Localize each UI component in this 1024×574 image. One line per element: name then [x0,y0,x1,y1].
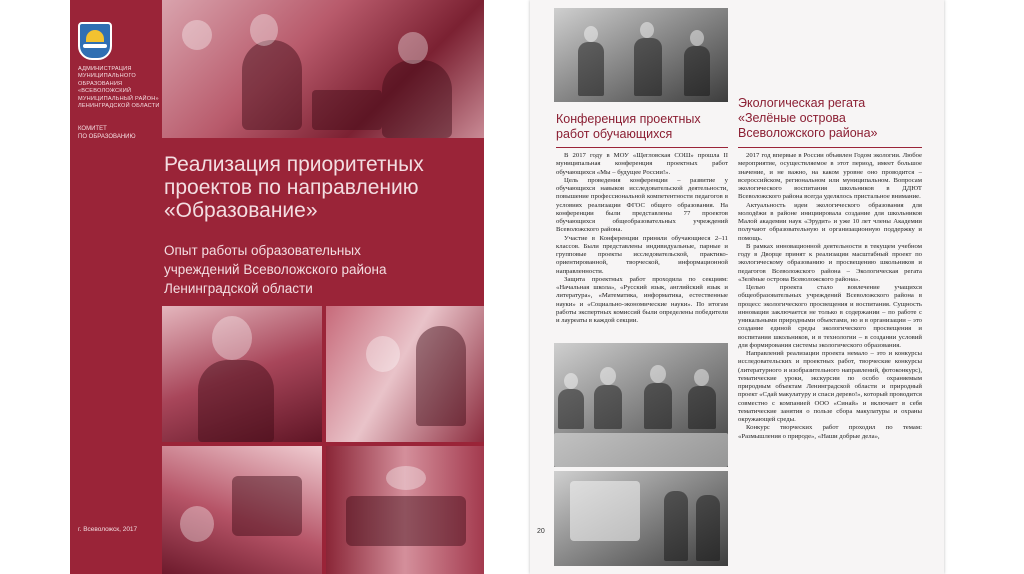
heading-eco-regatta [738,96,938,141]
cover-subtitle-line: Ленинградской области [164,281,313,296]
paragraph: 2017 год впервые в России объявлен Годом экологии. Любое мероприятие, осуществляемое в этот период, имеет большое значение, и не важно, на каком уровне оно проводится – всероссийском, региональном или муниципальном. Вопросам экологического воспитания школьников в ДДЮТ Всеволожского района всегда уделялось пристальное внимание. [738,152,922,201]
cover-title [164,153,474,222]
committee-label [78,126,164,141]
cover-subtitle [164,241,464,298]
cover-photo-keyboard [326,446,484,574]
admin-line: ЛЕНИНГРАДСКОЙ ОБЛАСТИ [78,103,160,110]
paragraph: В 2017 году в МОУ «Щегловская СОШ» прошла II муниципальная конференция проектных работ обучающихся «Мы – будущее России!». [556,152,728,176]
brochure-cover [70,0,484,574]
paragraph: Защита проектных работ проходила по секциям: «Начальная школа», «Русский язык, английский язык и литература», «Математика, информатика, естественные науки» и «Социально-экономические науки». По итогам работы экспертных комиссий были определены победители и лауреаты в каждой секции. [556,275,728,324]
heading-conference-line: работ обучающихся [556,127,673,141]
paragraph: Конкурс творческих работ проходил по темам: «Размышления о природе», «Наши добрые дела», [738,424,922,440]
cover-subtitle-line: Опыт работы образовательных [164,243,361,258]
admin-line: МУНИЦИПАЛЬНОГО [78,73,136,80]
heading-eco-regatta-line: Всеволожского района» [738,126,878,140]
cover-city-year: г. Всеволожск, 2017 [78,526,138,533]
column-conference-text [556,152,728,325]
cover-photo-robotics [162,446,322,574]
heading-conference-line: Конференция проектных [556,112,701,126]
district-emblem [78,22,112,60]
article-photo-lab [554,8,728,102]
admin-line: ОБРАЗОВАНИЯ [78,80,123,87]
admin-line: МУНИЦИПАЛЬНЫЙ РАЙОН» [78,95,159,102]
column-eco-regatta-text [738,152,922,441]
heading-conference [556,112,736,142]
administration-label [78,66,164,110]
heading-eco-regatta-line: «Зелёные острова [738,111,846,125]
article-photo-students [554,343,728,467]
heading-eco-regatta-line: Экологическая регата [738,96,866,110]
admin-line: АДМИНИСТРАЦИЯ [78,66,132,72]
paragraph: Цель проведения конференции – развитие у обучающихся навыков исследовательской деятельности, повышение профессиональной компетентности педагогов в условиях реализации ФГОС общего образования. На конференции были представлены 77 проектов обучающихся общеобразовательных учреждений Всеволожского района. [556,176,728,234]
cover-subtitle-line: учреждений Всеволожского района [164,262,387,277]
paragraph: Участие в Конференции приняли обучающиеся 2–11 классов. Были представлены индивидуальные, парные и групповые проекты исследовательской, практико-ориентированной, творческой, информационной направленности. [556,234,728,275]
divider-left [556,147,728,148]
cover-photo-teacher [326,306,484,442]
article-page [530,0,944,574]
paragraph: Целью проекта стало вовлечение учащихся общеобразовательных учреждений Всеволожского района в процесс экологического просвещения и воспитания. Сущность инновации заключается не только в содержании – по работе с уникальными природными объектами, но и в организации – это создание единой среды экологического просвещения и воспитания школьников, и в технологии – в создании условий для формирования системы экологического образования. [738,284,922,349]
cover-title-line: «Образование» [164,199,318,222]
committee-line: ПО ОБРАЗОВАНИЮ [78,133,136,140]
cover-title-line: Реализация приоритетных [164,153,424,176]
paragraph: В рамках инновационной деятельности в текущем учебном году в Дворце принят к реализации масштабный проект по экологическому образованию и просвещению школьников и педагогов Всеволожского района – Экологическая регата «Зелёные острова Всеволожского района». [738,242,922,283]
divider-right [738,147,922,148]
cover-photo-classroom [162,0,484,138]
article-photo-presentation [554,471,728,566]
cover-photo-student [162,306,322,442]
page-number: 20 [537,528,545,535]
committee-line: КОМИТЕТ [78,126,107,132]
paragraph: Направлений реализации проекта немало – это и конкурсы исследовательских и проектных работ, творческие конкурсы (литературного и изобразительного направлений, фотоконкурс), тематические уроки, экскурсии по особо охраняемым природным объектам Ленинградской области и природный проект «Сдай макулатуру и спаси дерево!», который проводится совместно с компанией ООО «Синай» и включает в себя тематические занятия о пользе сбора макулатуры и охраны окружающей среды. [738,350,922,423]
paragraph: Актуальность идеи экологического образования для молодёжи в районе инициировала создание для школьников Малой академии наук «Эрудит» и уже 10 лет члены Академии получают образовательную и организационную поддержку и помощь. [738,201,922,242]
cover-title-line: проектов по направлению [164,176,419,199]
admin-line: «ВСЕВОЛОЖСКИЙ [78,88,132,95]
